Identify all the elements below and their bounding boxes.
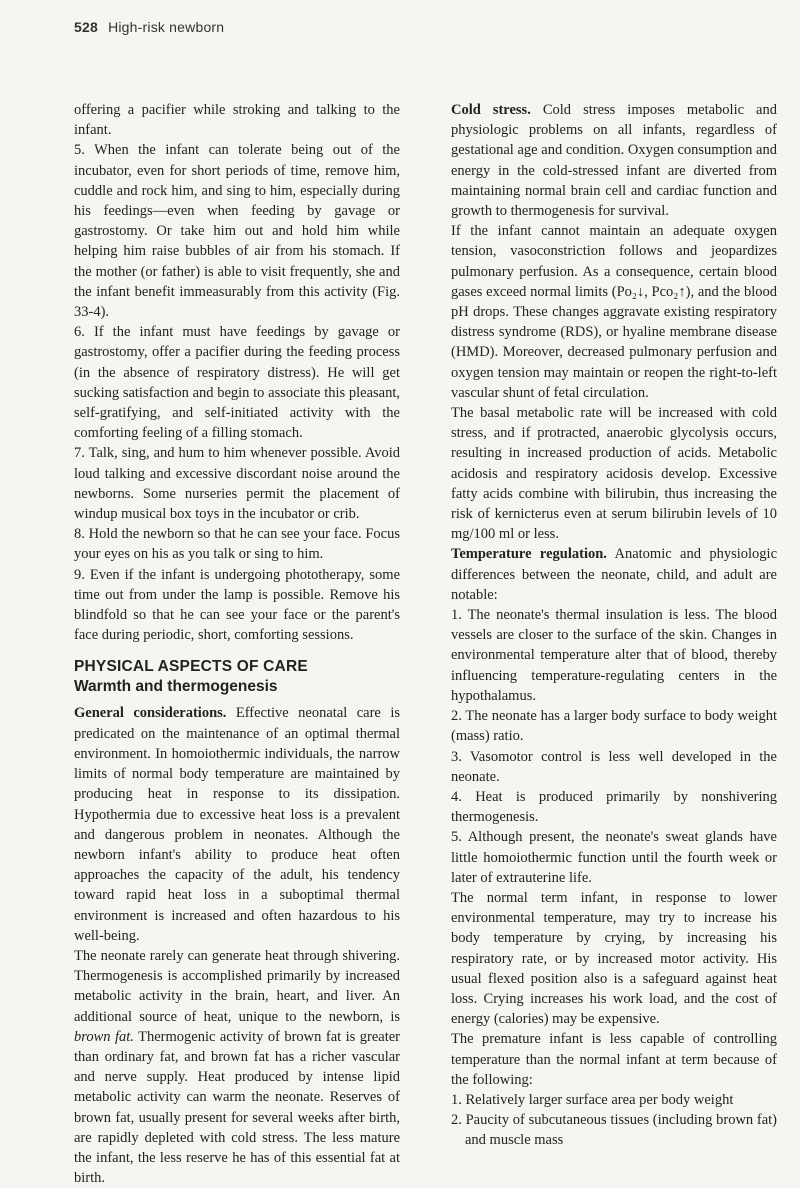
- left-column: [74, 100, 400, 1188]
- section-heading: PHYSICAL ASPECTS OF CARE: [74, 658, 308, 676]
- right-column: [451, 100, 777, 1151]
- paragraph-shivering: [74, 946, 400, 1188]
- paragraph-general-considerations: [74, 703, 400, 945]
- running-head: [74, 19, 224, 35]
- brown-fat-term: brown fat.: [74, 1028, 134, 1045]
- difference-item-1: 1. The neonate's thermal insulation is less. The blood vessels are closer to the surface of the skin. Changes in environmental temperature alter that of blood, thereby influencing temperature-regulating centers in the hypothalamus.: [451, 607, 777, 704]
- paragraph-basal: The basal metabolic rate will be increased with cold stress, and if protracted, anaerobic glycolysis occurs, resulting in increased production of acids. Metabolic acidosis and respiratory acidosis develop. Excessive fatty acids combine with bilirubin, thus increasing the risk of kernicterus even at serum bilirubin levels of 10 mg/100 ml or less.: [451, 405, 777, 543]
- list-item-5: 5. When the infant can tolerate being out of the incubator, even for short periods of time, remove him, cuddle and rock him, and sing to him, especially during his feedings—even when feeding by gavage or gastrostomy. Or take him out and hold him while helping him raise bubbles of air from his stomach. If the mother (or father) is able to visit frequently, she and the infant benefit immeasurably from this activity (Fig. 33-4).: [74, 142, 400, 321]
- list-item-9: 9. Even if the infant is undergoing phototherapy, some time out from under the lamp is possible. Remove his blindfold so that he can see your face or the parent's face during periodic, short, comforting sessions.: [74, 566, 400, 644]
- temperature-regulation-text: Anatomic and physiologic differences between the neonate, child, and adult are notable:: [451, 546, 778, 603]
- page-number: 528: [74, 19, 98, 35]
- shivering-text-a: The neonate rarely can generate heat through shivering. Thermogenesis is accomplished primarily by increased metabolic activity in the brain, heart, and liver. An additional source of heat, unique to the newborn, is: [74, 947, 400, 1025]
- running-title: High-risk newborn: [108, 19, 225, 35]
- paragraph-cold-stress: [451, 100, 777, 221]
- premature-list-item-1: 1. Relatively larger surface area per body weight: [451, 1091, 734, 1108]
- cold-stress-text: Cold stress imposes metabolic and physiologic problems on all infants, regardless of gestational age and condition. Oxygen consumption and energy in the cold-stressed infant are diverted from maintaining normal brain cell and cardiac function and growth to thermogenesis for survival.: [451, 102, 777, 220]
- run-in-heading-temperature: Temperature regulation.: [451, 546, 607, 563]
- difference-item-5: 5. Although present, the neonate's sweat glands have little homoiothermic function until the fourth week or later of extrauterine life.: [451, 829, 777, 886]
- paragraph-offering: offering a pacifier while stroking and talking to the infant.: [74, 102, 400, 139]
- list-item-7: 7. Talk, sing, and hum to him whenever possible. Avoid loud talking and excessive discordant noise around the newborns. Some nurseries permit the placement of windup musical box toys in the incubator or crib.: [74, 445, 400, 523]
- premature-list-item-2: 2. Paucity of subcutaneous tissues (including brown fat) and muscle mass: [451, 1112, 777, 1149]
- run-in-heading-cold-stress: Cold stress.: [451, 102, 531, 118]
- list-item-8: 8. Hold the newborn so that he can see your face. Focus your eyes on his as you talk or sing to him.: [74, 526, 400, 563]
- paragraph-temperature-regulation: [451, 544, 777, 605]
- difference-item-4: 4. Heat is produced primarily by nonshivering thermogenesis.: [451, 788, 777, 826]
- list-item-6: 6. If the infant must have feedings by gavage or gastrostomy, offer a pacifier during the feeding process (in the absence of respiratory distress). He will get sucking satisfaction and begin to associate this pleasant, self-gratifying, and self-initiated activity with the comforting feeling of a filling stomach.: [74, 324, 400, 442]
- general-considerations-text: Effective neonatal care is predicated on the maintenance of an optimal thermal environment. In homoiothermic individuals, the narrow limits of normal body temperature are maintained by producing heat in response to its dissipation. Hypothermia due to excessive heat loss is a prevalent and dangerous problem in neonates. Although the newborn infant's ability to produce heat often approaches the capacity of the adult, his tendency toward rapid heat loss in a suboptimal thermal environment is increased and often hazardous to his well-being.: [74, 705, 400, 944]
- difference-item-3: 3. Vasomotor control is less well developed in the neonate.: [451, 748, 777, 785]
- difference-item-2: 2. The neonate has a larger body surface to body weight (mass) ratio.: [451, 708, 777, 745]
- shivering-text-b: Thermogenic activity of brown fat is greater than ordinary fat, and brown fat has a richer vascular and nerve supply. Heat produced by intense lipid metabolic activity can warm the neonate. Reserves of brown fat, usually present for several weeks after birth, are rapidly depleted with cold stress. The less mature the infant, the less reserve he has of this essential fat at birth.: [74, 1028, 400, 1187]
- paragraph-oxygen: If the infant cannot maintain an adequate oxygen tension, vasoconstriction follows and jeopardizes pulmonary perfusion. As a consequence, certain blood gases exceed normal limits (Po₂↓, Pco₂↑), and the blood pH drops. These changes aggravate existing respiratory distress syndrome (RDS), or hyaline membrane disease (HMD). Moreover, decreased pulmonary perfusion and oxygen tension may maintain or reopen the right-to-left vascular shunt of fetal circulation.: [451, 223, 777, 401]
- run-in-heading-general: General considerations.: [74, 705, 227, 722]
- paragraph-term-infant: The normal term infant, in response to lower environmental temperature, may try to increase his body temperature by crying, by increasing his respiratory rate, or by increased motor activity. His usual flexed position also is a safeguard against heat loss. Crying increases his work load, and the cost of energy (calories) may be expensive.: [451, 889, 777, 1028]
- paragraph-premature: The premature infant is less capable of controlling temperature than the normal infant at term because of the following:: [451, 1031, 777, 1088]
- subsection-heading: Warmth and thermogenesis: [74, 678, 278, 696]
